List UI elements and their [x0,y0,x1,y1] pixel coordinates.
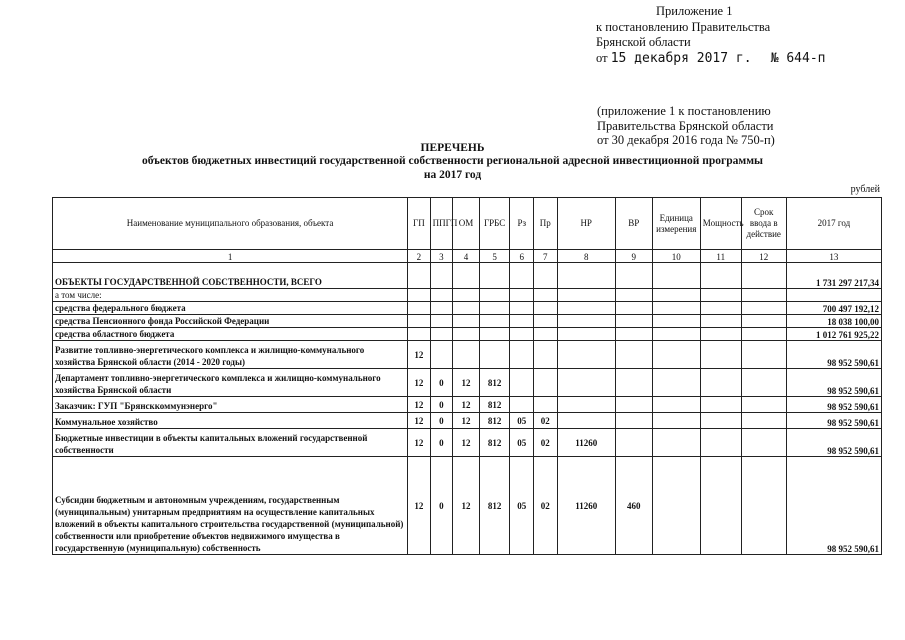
unit-cell [652,457,700,555]
rz-cell [510,315,534,328]
table-row [53,397,882,413]
amount-2017-cell: 1 731 297 217,34 [786,263,881,289]
amount-2017-cell: 1 012 761 925,22 [786,328,881,341]
amount-2017-cell: 98 952 590,61 [786,457,881,555]
column-number: 11 [700,250,741,263]
grbs-cell [479,263,510,289]
header-number: № 644-п [770,50,826,66]
vr-cell [615,341,652,369]
document-header [596,4,826,66]
column-number: 1 [53,250,408,263]
column-header: ГРБС [479,198,510,250]
object-name-cell: Заказчик: ГУП "Брянсккоммунэнерго" [53,397,408,413]
column-header: Срок ввода в действие [741,198,786,250]
column-header: ОМ [453,198,480,250]
unit-cell [652,369,700,397]
object-name-cell: средства федерального бюджета [53,302,408,315]
gp-cell: 12 [408,413,431,429]
commissioning-cell [741,263,786,289]
column-header: 2017 год [786,198,881,250]
ppgp-cell [430,263,453,289]
gp-cell: 12 [408,457,431,555]
om-cell: 12 [453,397,480,413]
nr-cell [557,397,615,413]
rz-cell [510,289,534,302]
gp-cell [408,302,431,315]
object-name-cell: Бюджетные инвестиции в объекты капитальных вложений государственной собственности [53,429,408,457]
pr-cell [534,341,558,369]
commissioning-cell [741,369,786,397]
pr-cell [534,369,558,397]
ppgp-cell: 0 [430,413,453,429]
table-row [53,457,882,555]
gp-cell: 12 [408,369,431,397]
amount-2017-cell: 98 952 590,61 [786,397,881,413]
commissioning-cell [741,315,786,328]
column-number: 12 [741,250,786,263]
header-decree-line: к постановлению Правительства [596,19,771,34]
column-number: 6 [510,250,534,263]
commissioning-cell [741,397,786,413]
commissioning-cell [741,341,786,369]
capacity-cell [700,263,741,289]
vr-cell [615,429,652,457]
vr-cell [615,302,652,315]
vr-cell: 460 [615,457,652,555]
column-number: 3 [430,250,453,263]
rz-cell [510,263,534,289]
object-name-cell: Субсидии бюджетным и автономным учреждениям, государственным (муниципальным) унитарным предприятиям на осуществление капитальных вложений в объекты капитального строительства государственной (муниципальной) собственности или приобретение объектов недвижимого имущества в государственную (муниципальную) собственность [53,457,408,555]
column-header: Пр [534,198,558,250]
pr-cell: 02 [534,457,558,555]
ppgp-cell: 0 [430,457,453,555]
header-date-line [596,51,826,67]
unit-cell [652,429,700,457]
rz-cell: 05 [510,429,534,457]
capacity-cell [700,397,741,413]
column-number: 9 [615,250,652,263]
capacity-cell [700,302,741,315]
column-number-row [53,250,882,263]
om-cell: 12 [453,413,480,429]
reference-line-1: (приложение 1 к постановлению [597,104,771,118]
object-name-cell: средства Пенсионного фонда Российской Федерации [53,315,408,328]
nr-cell [557,289,615,302]
capacity-cell [700,457,741,555]
column-header: НР [557,198,615,250]
capacity-cell [700,315,741,328]
nr-cell [557,369,615,397]
pr-cell: 02 [534,413,558,429]
object-name-cell: средства областного бюджета [53,328,408,341]
unit-cell [652,302,700,315]
header-appendix-label: Приложение 1 [656,4,733,18]
amount-2017-cell [786,289,881,302]
table-row [53,289,882,302]
pr-cell [534,328,558,341]
om-cell [453,328,480,341]
header-date-prefix: от [596,50,608,65]
pr-cell [534,302,558,315]
pr-cell [534,263,558,289]
vr-cell [615,328,652,341]
column-header: Мощность [700,198,741,250]
om-cell [453,315,480,328]
commissioning-cell [741,289,786,302]
column-number: 8 [557,250,615,263]
object-name-cell: а том числе: [53,289,408,302]
capacity-cell [700,328,741,341]
amount-2017-cell: 18 038 100,00 [786,315,881,328]
grbs-cell: 812 [479,413,510,429]
object-name-cell: Департамент топливно-энергетического комплекса и жилищно-коммунального хозяйства Брянской области [53,369,408,397]
commissioning-cell [741,302,786,315]
nr-cell [557,302,615,315]
table-row [53,429,882,457]
om-cell: 12 [453,369,480,397]
grbs-cell [479,328,510,341]
header-region-line: Брянской области [596,35,691,49]
nr-cell [557,263,615,289]
om-cell: 12 [453,429,480,457]
ppgp-cell: 0 [430,369,453,397]
ppgp-cell [430,328,453,341]
unit-cell [652,328,700,341]
nr-cell [557,315,615,328]
gp-cell [408,315,431,328]
pr-cell [534,315,558,328]
grbs-cell [479,315,510,328]
gp-cell: 12 [408,341,431,369]
amount-2017-cell: 98 952 590,61 [786,341,881,369]
object-name-cell: Коммунальное хозяйство [53,413,408,429]
capacity-cell [700,429,741,457]
capacity-cell [700,289,741,302]
column-header: Рз [510,198,534,250]
unit-cell [652,289,700,302]
gp-cell [408,289,431,302]
rz-cell [510,328,534,341]
om-cell [453,341,480,369]
nr-cell [557,328,615,341]
column-number: 7 [534,250,558,263]
column-number: 10 [652,250,700,263]
capacity-cell [700,341,741,369]
rz-cell: 05 [510,457,534,555]
vr-cell [615,315,652,328]
investment-table [52,197,882,555]
amount-2017-cell: 98 952 590,61 [786,369,881,397]
capacity-cell [700,369,741,397]
gp-cell: 12 [408,397,431,413]
capacity-cell [700,413,741,429]
commissioning-cell [741,413,786,429]
grbs-cell: 812 [479,397,510,413]
om-cell [453,289,480,302]
object-name-cell: ОБЪЕКТЫ ГОСУДАРСТВЕННОЙ СОБСТВЕННОСТИ, ВСЕГО [53,263,408,289]
om-cell: 12 [453,457,480,555]
header-date: 15 декабря 2017 г. [610,50,752,66]
commissioning-cell [741,429,786,457]
column-header: Наименование муниципального образования, объекта [53,198,408,250]
column-header: ВР [615,198,652,250]
unit-cell [652,315,700,328]
amount-2017-cell: 700 497 192,12 [786,302,881,315]
unit-cell [652,397,700,413]
grbs-cell: 812 [479,369,510,397]
unit-cell [652,341,700,369]
ppgp-cell [430,302,453,315]
pr-cell [534,397,558,413]
nr-cell [557,413,615,429]
table-row [53,315,882,328]
ppgp-cell: 0 [430,397,453,413]
amount-2017-cell: 98 952 590,61 [786,429,881,457]
table-row [53,263,882,289]
vr-cell [615,263,652,289]
vr-cell [615,289,652,302]
reference-line-3: от 30 декабря 2016 года № 750-п) [597,133,775,147]
ppgp-cell: 0 [430,429,453,457]
column-number: 2 [408,250,431,263]
nr-cell: 11260 [557,457,615,555]
ppgp-cell [430,315,453,328]
table-header-row [53,198,882,250]
amount-2017-cell: 98 952 590,61 [786,413,881,429]
vr-cell [615,413,652,429]
object-name-cell: Развитие топливно-энергетического комплекса и жилищно-коммунального хозяйства Брянской области (2014 - 2020 годы) [53,341,408,369]
column-number: 5 [479,250,510,263]
commissioning-cell [741,457,786,555]
unit-cell [652,413,700,429]
vr-cell [615,397,652,413]
column-header: ППГП [430,198,453,250]
om-cell [453,263,480,289]
table-row [53,369,882,397]
rz-cell [510,397,534,413]
reference-line-2: Правительства Брянской области [597,118,774,133]
currency-unit: рублей [850,184,880,195]
rz-cell [510,341,534,369]
grbs-cell: 812 [479,457,510,555]
column-number: 13 [786,250,881,263]
table-row [53,413,882,429]
document-title: ПЕРЕЧЕНЬ [420,142,485,154]
vr-cell [615,369,652,397]
commissioning-cell [741,328,786,341]
pr-cell: 02 [534,429,558,457]
document-subtitle: объектов бюджетных инвестиций государственной собственности региональной адресной инвестиционной программы [141,155,764,167]
column-header: Единица измерения [652,198,700,250]
unit-cell [652,263,700,289]
grbs-cell [479,341,510,369]
om-cell [453,302,480,315]
pr-cell [534,289,558,302]
rz-cell [510,302,534,315]
gp-cell: 12 [408,429,431,457]
column-number: 4 [453,250,480,263]
grbs-cell [479,289,510,302]
column-header: ГП [408,198,431,250]
previous-decree-reference [597,104,775,148]
nr-cell: 11260 [557,429,615,457]
document-year: на 2017 год [423,169,482,181]
nr-cell [557,341,615,369]
gp-cell [408,328,431,341]
table-row [53,341,882,369]
ppgp-cell [430,289,453,302]
rz-cell [510,369,534,397]
table-row [53,302,882,315]
gp-cell [408,263,431,289]
grbs-cell: 812 [479,429,510,457]
table-row [53,328,882,341]
grbs-cell [479,302,510,315]
ppgp-cell [430,341,453,369]
rz-cell: 05 [510,413,534,429]
